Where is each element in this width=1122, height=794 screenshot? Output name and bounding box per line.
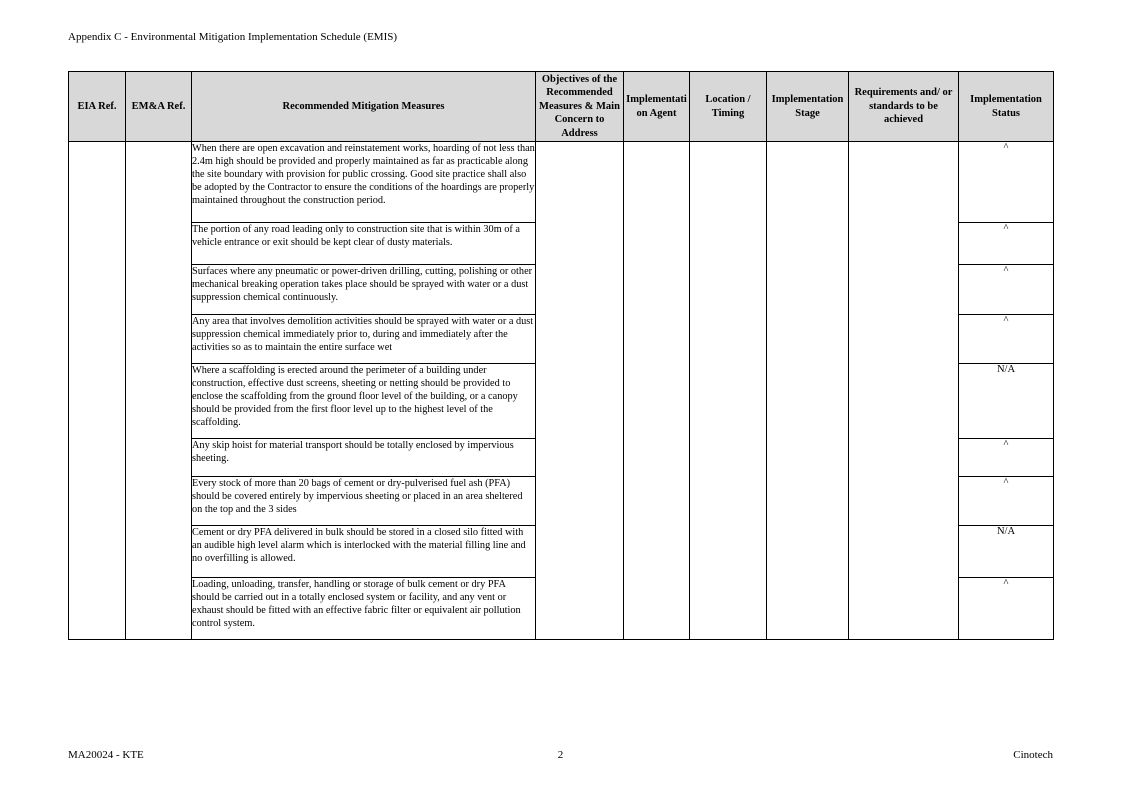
col-header-location-timing: Location / Timing — [690, 72, 767, 142]
location-timing-cell — [690, 142, 767, 640]
col-header-mitigation-measures: Recommended Mitigation Measures — [192, 72, 536, 142]
footer-doc-ref: MA20024 - KTE — [68, 749, 144, 761]
col-header-requirements: Requirements and/ or standards to be achieved — [849, 72, 959, 142]
table-header-row — [69, 72, 1054, 142]
status-cell: ^ — [959, 223, 1054, 265]
col-header-implementation-status: Implementation Status — [959, 72, 1054, 142]
measure-cell: Any area that involves demolition activities should be sprayed with water or a dust suppression chemical immediately prior to, during and immediately after the activities so as to maintain the entire surface wet — [192, 315, 536, 364]
implementation-agent-cell — [624, 142, 690, 640]
status-cell: ^ — [959, 265, 1054, 315]
ema-ref-cell — [126, 142, 192, 640]
status-cell: ^ — [959, 439, 1054, 477]
measure-cell: Loading, unloading, transfer, handling or storage of bulk cement or dry PFA should be carried out in a totally enclosed system or facility, and any vent or exhaust should be fitted with an effective fabric filter or equivalent air pollution control system. — [192, 578, 536, 640]
implementation-stage-cell — [767, 142, 849, 640]
measure-cell: Surfaces where any pneumatic or power-driven drilling, cutting, polishing or other mechanical breaking operation takes place should be sprayed with water or a dust suppression chemical continuously. — [192, 265, 536, 315]
measure-cell: The portion of any road leading only to construction site that is within 30m of a vehicle entrance or exit should be kept clear of dusty materials. — [192, 223, 536, 265]
col-header-implementation-agent: Implementation Agent — [624, 72, 690, 142]
measure-cell: Cement or dry PFA delivered in bulk should be stored in a closed silo fitted with an audible high level alarm which is interlocked with the material filling line and no overfilling is allowed. — [192, 526, 536, 578]
status-cell: N/A — [959, 364, 1054, 439]
measure-cell: Any skip hoist for material transport should be totally enclosed by impervious sheeting. — [192, 439, 536, 477]
page-footer — [68, 749, 1053, 761]
status-cell: N/A — [959, 526, 1054, 578]
status-cell: ^ — [959, 315, 1054, 364]
eia-ref-cell — [69, 142, 126, 640]
table-row — [69, 142, 1054, 223]
col-header-implementation-stage: Implementation Stage — [767, 72, 849, 142]
requirements-cell — [849, 142, 959, 640]
status-cell: ^ — [959, 477, 1054, 526]
status-cell: ^ — [959, 578, 1054, 640]
col-header-objectives: Objectives of the Recommended Measures & Main Concern to Address — [536, 72, 624, 142]
col-header-ema-ref: EM&A Ref. — [126, 72, 192, 142]
emis-table — [68, 71, 1054, 640]
footer-company: Cinotech — [1013, 749, 1053, 761]
page-title: Appendix C - Environmental Mitigation Implementation Schedule (EMIS) — [68, 31, 398, 43]
col-header-eia-ref: EIA Ref. — [69, 72, 126, 142]
measure-cell: Where a scaffolding is erected around the perimeter of a building under construction, effective dust screens, sheeting or netting should be provided to enclose the scaffolding from the ground floor level of the building, or a canopy should be provided from the first floor level up to the highest level of the scaffolding. — [192, 364, 536, 439]
measure-cell: When there are open excavation and reinstatement works, hoarding of not less than 2.4m high should be provided and properly maintained as far as practicable along the site boundary with provision for public crossing. Good site practice shall also be adopted by the Contractor to ensure the conditions of the hoardings are properly maintained throughout the construction period. — [192, 142, 536, 223]
status-cell: ^ — [959, 142, 1054, 223]
footer-page-number: 2 — [557, 749, 564, 761]
measure-cell: Every stock of more than 20 bags of cement or dry-pulverised fuel ash (PFA) should be covered entirely by impervious sheeting or placed in an area sheltered on the top and the 3 sides — [192, 477, 536, 526]
objectives-cell — [536, 142, 624, 640]
